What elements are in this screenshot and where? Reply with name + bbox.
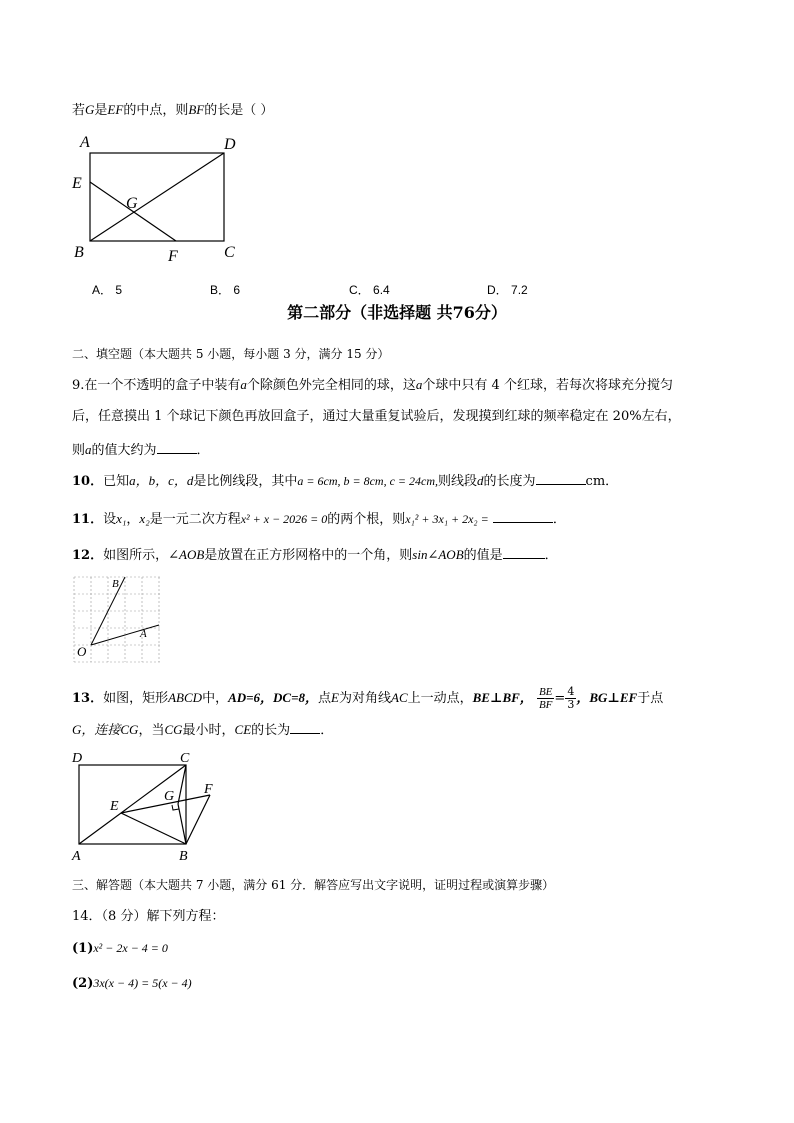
part-label: (1) bbox=[72, 941, 94, 956]
q10 bbox=[72, 472, 618, 490]
q11-text: 设 bbox=[103, 512, 117, 527]
q10-text: 则线段 bbox=[438, 474, 478, 489]
q14-part1 bbox=[72, 940, 168, 957]
var-g: G bbox=[85, 102, 95, 117]
q13-line2 bbox=[72, 721, 333, 739]
q13-text: ，当 bbox=[138, 723, 165, 738]
var-ef: EF bbox=[107, 102, 124, 117]
var-bf: BF bbox=[188, 102, 205, 117]
q12-number: 12． bbox=[72, 548, 104, 563]
answer-blank[interactable] bbox=[493, 510, 553, 523]
frac-den: BF bbox=[538, 699, 553, 711]
label-d: D bbox=[72, 751, 83, 766]
equation-1: x² − 2x − 4 = 0 bbox=[93, 941, 168, 955]
q12-text: ． bbox=[544, 548, 558, 563]
q9-line3 bbox=[72, 441, 210, 459]
unit-cm: cm bbox=[585, 474, 606, 489]
option-letter: D． bbox=[487, 283, 508, 297]
answer-blank[interactable] bbox=[503, 546, 545, 559]
q11-number: 11． bbox=[72, 512, 104, 527]
var-a: a bbox=[240, 377, 247, 392]
q11-equation: x² + x − 2026 = 0 bbox=[240, 512, 328, 526]
label-g: G bbox=[126, 195, 138, 212]
label-e: E bbox=[72, 175, 82, 192]
q11-text: ． bbox=[552, 512, 566, 527]
equation-2: 3x(x − 4) = 5(x − 4) bbox=[93, 976, 192, 990]
var-cg: CG bbox=[164, 722, 183, 737]
q14-title: 14．（8 分）解下列方程： bbox=[72, 909, 225, 924]
label-o: O bbox=[77, 644, 87, 659]
stem-text: 是 bbox=[94, 103, 108, 118]
q11-text: ， bbox=[126, 512, 140, 527]
q13-text: 的长为 bbox=[251, 723, 291, 738]
q13-text: 于点 bbox=[637, 691, 664, 706]
label-b: B bbox=[179, 849, 188, 864]
q13-text: 如图，矩形 bbox=[103, 691, 169, 706]
label-b: B bbox=[74, 244, 84, 261]
q12-text: 的值是 bbox=[463, 548, 503, 563]
frac-num: 4 bbox=[567, 685, 575, 698]
option-value: 7.2 bbox=[511, 283, 528, 297]
answer-blank[interactable] bbox=[290, 721, 320, 734]
var-ce: CE bbox=[234, 722, 252, 737]
label-b: B bbox=[112, 578, 119, 590]
option-value: 5 bbox=[115, 283, 123, 297]
fraction-be-bf bbox=[537, 686, 554, 711]
answer-blank[interactable] bbox=[536, 472, 586, 485]
q10-text: ． bbox=[605, 474, 619, 489]
q12-text: 如图所示， bbox=[103, 548, 169, 563]
option-letter: A． bbox=[92, 283, 113, 297]
q9-text: 的值大约为 bbox=[91, 443, 157, 458]
option-d[interactable] bbox=[487, 281, 528, 298]
q9-text: 9.在一个不透明的盒子中装有 bbox=[72, 378, 241, 393]
var-a: a bbox=[415, 377, 423, 392]
option-letter: C． bbox=[349, 283, 370, 297]
rectangle-figure-q8 bbox=[68, 130, 248, 265]
q13-perp1: BE⊥BF， bbox=[472, 690, 533, 705]
q13-text: 上一动点， bbox=[407, 691, 473, 706]
q9-text: 则 bbox=[72, 443, 86, 458]
var-a: a bbox=[85, 442, 92, 457]
var-x2: x₂ bbox=[139, 511, 150, 526]
stem-text: 的长是（ ） bbox=[204, 103, 274, 118]
q9-text: 个除颜色外完全相同的球，这 bbox=[246, 378, 416, 393]
var-e: E bbox=[331, 690, 339, 705]
q12-angle: ∠AOB bbox=[168, 547, 205, 562]
section3-heading: 三、解答题（本大题共 7 小题，满分 61 分．解答应写出文字说明，证明过程或演算步骤） bbox=[72, 878, 555, 892]
q13-perp2: ，BG⊥EF bbox=[576, 690, 638, 705]
q13-text: 点 bbox=[318, 691, 332, 706]
option-c[interactable] bbox=[349, 281, 390, 298]
q9-line2: 后，任意摸出 1 个球记下颜色再放回盒子，通过大量重复试验后，发现摸到红球的频率稳定在 20%左右， bbox=[72, 409, 681, 424]
label-f: F bbox=[168, 248, 178, 265]
label-a: A bbox=[80, 134, 90, 151]
q13-text: 中， bbox=[202, 691, 229, 706]
q13-text: G，连接 bbox=[72, 722, 121, 737]
label-c: C bbox=[180, 751, 190, 766]
q13-line1 bbox=[72, 686, 663, 711]
q11-text: 的两个根，则 bbox=[327, 512, 406, 527]
option-value: 6.4 bbox=[373, 283, 390, 297]
q9-text: 个球中只有 4 个红球，若每次将球充分搅匀 bbox=[422, 378, 673, 393]
equals: = bbox=[554, 691, 566, 706]
q11-expression: x₁² + 3x₁ + 2x₂ = bbox=[405, 512, 489, 526]
q12-text: 是放置在正方形网格中的一个角，则 bbox=[204, 548, 413, 563]
q9-text: ． bbox=[196, 443, 210, 458]
var-x1: x₁ bbox=[116, 511, 127, 526]
var-cg: CG bbox=[120, 722, 139, 737]
q13-given: AD=6，DC=8， bbox=[228, 690, 319, 705]
label-d: D bbox=[224, 136, 236, 153]
q9-line1 bbox=[72, 377, 673, 394]
section2-heading: 二、填空题（本大题共 5 小题，每小题 3 分，满分 15 分） bbox=[72, 347, 390, 361]
part2-title: 第二部分（非选择题 共76分） bbox=[287, 303, 507, 322]
q10-text: 是比例线段，其中 bbox=[193, 474, 298, 489]
label-a: A bbox=[72, 849, 81, 864]
q10-text: 的长度为 bbox=[483, 474, 536, 489]
option-a[interactable] bbox=[92, 281, 122, 298]
q13-abcd: ABCD bbox=[168, 690, 203, 705]
label-a: A bbox=[140, 628, 147, 640]
frac-den: 3 bbox=[567, 698, 575, 711]
label-g: G bbox=[164, 789, 175, 804]
var-ac: AC bbox=[391, 690, 408, 705]
var-d: d bbox=[477, 473, 484, 488]
option-letter: B． bbox=[210, 283, 231, 297]
q10-number: 10． bbox=[72, 474, 104, 489]
q12 bbox=[72, 546, 558, 564]
label-f: F bbox=[204, 782, 213, 797]
answer-blank[interactable] bbox=[157, 441, 197, 454]
q13-number: 13． bbox=[72, 691, 104, 706]
frac-num: BE bbox=[538, 686, 553, 698]
label-c: C bbox=[224, 244, 235, 261]
q12-sin: sin∠AOB bbox=[412, 547, 464, 562]
q13-text: 为对角线 bbox=[338, 691, 391, 706]
q13-text: ． bbox=[320, 723, 334, 738]
q10-vars: a，b，c，d bbox=[129, 473, 194, 488]
grid-figure-q12 bbox=[70, 574, 166, 666]
q11-text: 是一元二次方程 bbox=[149, 512, 241, 527]
option-value: 6 bbox=[233, 283, 241, 297]
rectangle-figure-q13 bbox=[68, 748, 228, 864]
part-label: (2) bbox=[72, 976, 94, 991]
label-e: E bbox=[110, 799, 119, 814]
q10-given: a = 6cm, b = 8cm, c = 24cm, bbox=[297, 474, 439, 488]
stem-text: 若 bbox=[72, 103, 86, 118]
option-b[interactable] bbox=[210, 281, 240, 298]
question-8-stem bbox=[72, 102, 273, 119]
q10-text: 已知 bbox=[103, 474, 130, 489]
stem-text: 的中点，则 bbox=[123, 103, 189, 118]
q14-part2 bbox=[72, 975, 192, 992]
fraction-4-3 bbox=[565, 686, 576, 711]
q11 bbox=[72, 510, 566, 528]
q13-text: 最小时， bbox=[182, 723, 235, 738]
